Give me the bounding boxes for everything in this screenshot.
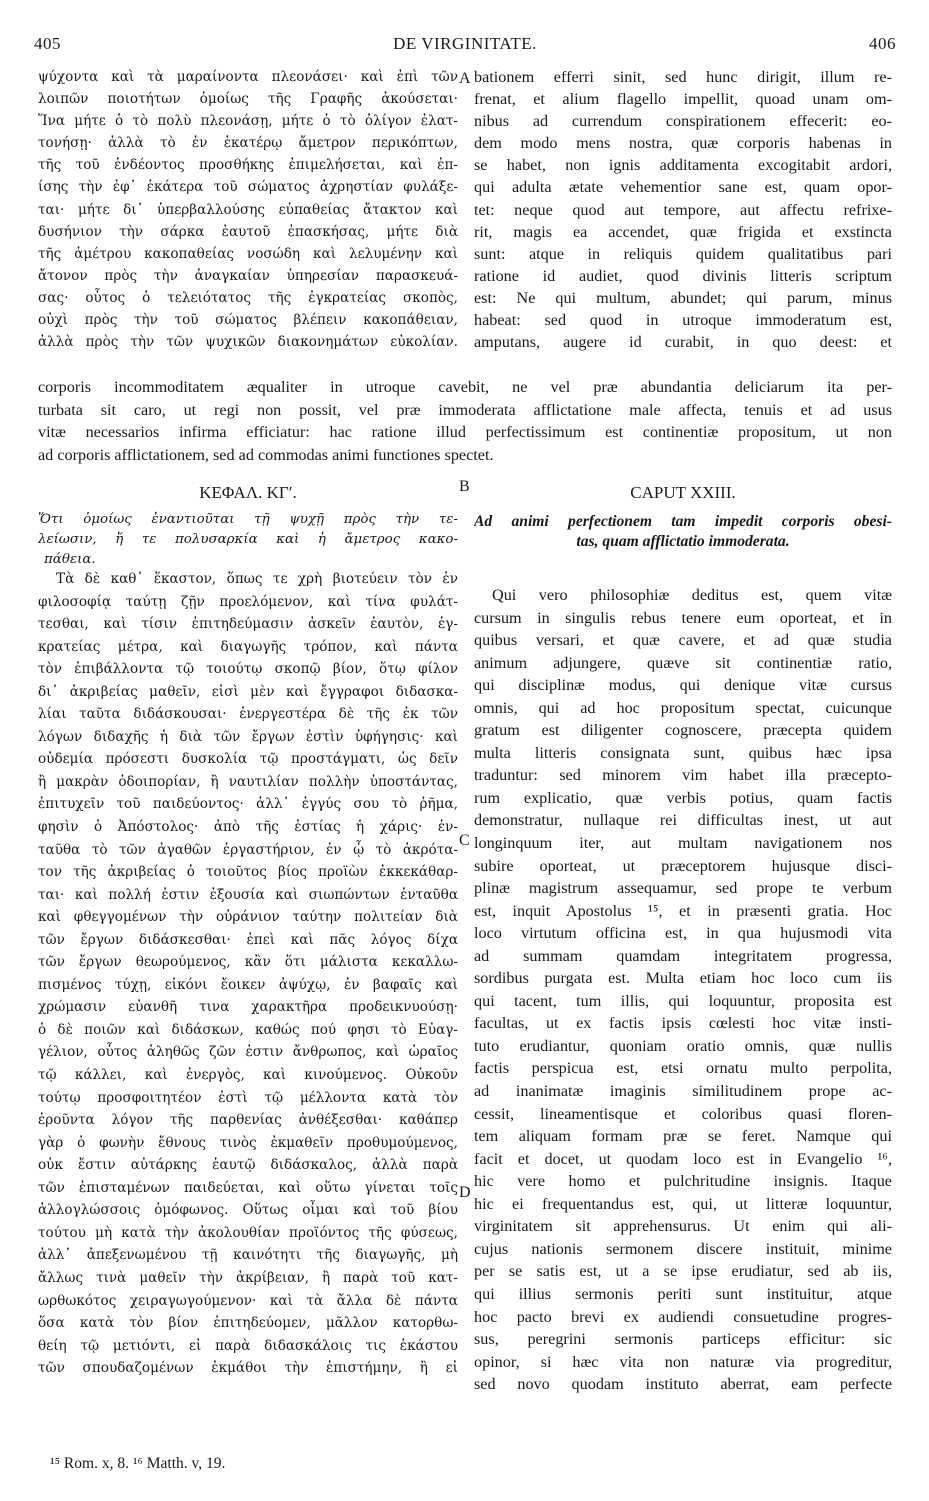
text-line: virginitatem sit apprehensurus. Ut enim qui ali- — [474, 1217, 892, 1236]
latin-chapter-summary — [474, 512, 892, 552]
text-line: longinquum iter, aut multam navigationem nos — [474, 834, 892, 853]
text-line: κρατείας μέτρα, καὶ διαγωγῆς τρόπον, καὶ πάντα — [38, 638, 458, 655]
text-line: τὸν ἐπιβάλλοντα τῷ τοιούτῳ σκοπῷ βίον, ὅτῳ φίλον — [38, 661, 458, 678]
text-line: τῶν ἐπισταμένων παιδεύεται, καὶ οὕτω γίνεται τοῖς — [38, 1179, 458, 1196]
text-line: tet: neque quod aut tempore, aut affectu refrixe- — [474, 200, 892, 219]
text-line: rum explicatio, quæ verbis potius, quam factis — [474, 788, 892, 807]
greek-chapter-summary — [38, 510, 458, 570]
text-line: qui adulta ætate vehementior sane est, quam opor- — [474, 178, 892, 197]
margin-marker-d: D — [459, 1184, 471, 1201]
latin-column-main — [474, 584, 892, 1396]
text-line: tuto erudiantur, quoniam oratio omnis, quæ nullis — [474, 1036, 892, 1055]
greek-column-top — [38, 66, 458, 353]
text-line: loco virtutum officina est, in qua hujusmodi vita — [474, 924, 892, 943]
text-line: ψύχοντα καὶ τὰ μαραίνοντα πλεονάσει· καὶ ἐπὶ τῶν — [38, 69, 458, 85]
page-number-right: 406 — [869, 34, 896, 53]
text-line: qui disciplinæ modus, qui denique vitæ cursus — [474, 676, 892, 695]
text-line: qui illius sermonis periti sunt instituitur, atque — [474, 1284, 892, 1303]
text-line: se habet, non ignis additamenta excogitabit ardori, — [474, 156, 892, 175]
text-line: plinæ magistrum assequamur, sed prope te verbum — [474, 879, 892, 898]
text-line: rit, magis ea accendet, quæ frigida et exstincta — [474, 222, 892, 241]
text-line: ίσης τὴν ἐφ᾽ ἑκάτερα τοῦ σώματος ἀχρηστίαν φυλάξε- — [38, 179, 458, 196]
text-line: hic ei frequentandus est, qui, ut litteræ loquuntur, — [474, 1194, 892, 1213]
text-line: ται· μήτε δι᾽ ὑπερβαλλούσης εὐπαθείας ἄτακτον καὶ — [38, 201, 458, 218]
text-line: τεσθαι, καὶ τίσιν ἐπιτηδεύμασιν ἀσκεῖν ἑαυτὸν, ἐγ- — [38, 616, 458, 633]
text-line: τούτῳ προσφοιτητέον ἐστὶ τῷ μέλλοντα κατὰ τὸν — [38, 1089, 458, 1106]
text-line: ἄλλως τινὰ μαθεῖν τὴν ἀκρίβειαν, ἢ παρὰ τοῦ κατ- — [38, 1269, 458, 1286]
text-line: bationem efferri sinit, sed hunc dirigit, illum re- — [474, 68, 892, 86]
text-line: τον τῆς ἀκριβείας ὁ τοιοῦτος βίος προϊὼν ἐκκεκάθαρ- — [38, 864, 458, 881]
text-line: γέλιον, οὗτος ἀληθῶς ζῶν ἐστιν ἄνθρωπος, καὶ ὡραῖος — [38, 1044, 458, 1061]
page-header — [34, 34, 896, 60]
text-line: gratum est diligenter cognoscere, præcepta quidem — [474, 721, 892, 740]
text-line: frenat, et alium flagello impellit, quoad unam om- — [474, 90, 892, 109]
text-line: ἄτονον πρὸς τὴν ἀναγκαίαν ὑπηρεσίαν παρασκευά- — [38, 267, 458, 284]
text-line: facultas, ut ex factis ipsis cœlesti hoc vitæ insti- — [474, 1014, 892, 1033]
text-line: γὰρ ὁ φωνὴν ἔθνους τινὸς ἐκμαθεῖν προθυμούμενος, — [38, 1134, 458, 1151]
text-line: τῶν ἔργων διδάσκεσθαι· ἐπεὶ καὶ πᾶς λόγος δίχα — [38, 931, 458, 948]
greek-column-main — [38, 568, 458, 1380]
text-line: πισμένος τύχῃ, εἰκόνι ἔοικεν ἀψύχῳ, ἐν βαφαῖς καὶ — [38, 976, 458, 993]
text-line: ταῦθα τὸ τῶν ἀγαθῶν ἐργαστήριον, ἐν ᾧ τὸ ἀκρότα- — [38, 841, 458, 858]
text-line: ratione id audiet, quod divinis litteris scriptum — [474, 266, 892, 285]
text-line: est: Ne qui multum, abundet; qui parum, minus — [474, 288, 892, 307]
text-line: quibus versari, et quæ cavere, et ad quæ studia — [474, 631, 892, 650]
text-line: dem modo mens nostra, quæ corporis habenas in — [474, 134, 892, 153]
text-line: tem aliquam formam præ se feret. Namque qui — [474, 1127, 892, 1146]
text-line: sus, peregrini sermonis particeps efficitur: sic — [474, 1330, 892, 1349]
text-line: φιλοσοφίᾳ ταύτῃ ζῇν προελόμενον, καὶ τίνα φυλάτ- — [38, 593, 458, 610]
text-line: nibus ad currendum conspirationem effecerit: eo- — [474, 112, 892, 131]
text-line: φησὶν ὁ Ἀπόστολος· ἀπὸ τῆς ἑστίας ἡ χάρις· ἐν- — [38, 819, 458, 836]
text-line: ἀλλ᾽ ἀπεξενωμένου τῇ καινότητι τῆς διαγωγῆς, μὴ — [38, 1247, 458, 1264]
text-line: Τὰ δὲ καθ᾽ ἕκαστον, ὅπως τε χρὴ βιοτεύειν τὸν ἐν — [56, 571, 458, 587]
text-line: Qui vero philosophiæ deditus est, quem vitæ — [492, 586, 892, 604]
text-line: cujus nationis sermonem discere instituit, minime — [474, 1239, 892, 1258]
text-line: θείη τῷ μετιόντι, εἰ παρὰ διδασκάλοις τις ἑκάστου — [38, 1337, 458, 1354]
text-line: habeat: sed quod in utroque immoderatum est, — [474, 311, 892, 330]
text-line: δι᾽ ἀκριβείας μαθεῖν, εἰσὶ μὲν καὶ ἔγγραφοι διδασκα- — [38, 683, 458, 700]
text-line: subire oporteat, ut præceptorem hujusque disci- — [474, 856, 892, 875]
text-line: λίαι ταῦτα διδάσκουσαι· ἐνεργεστέρα δὲ τῆς ἐκ τῶν — [38, 706, 458, 723]
text-line: λοιπῶν ποιοτήτων ὁμοίως τῆς Γραφῆς ἀκούσεται· — [38, 91, 458, 108]
margin-marker-b: B — [459, 478, 470, 495]
margin-marker-a: A — [459, 70, 471, 87]
greek-chapter-heading: ΚΕΦΑΛ. ΚΓʹ. — [199, 483, 297, 502]
latin-chapter-heading: CAPUT XXIII. — [630, 483, 736, 502]
text-line: τονήσῃ· ἀλλὰ τὸ ἐν ἑκατέρῳ ἄμετρον περικόπτων, — [38, 135, 458, 152]
text-line: ad corporis afflictationem, sed ad commodas animi functiones spectet. — [38, 445, 494, 464]
text-line: οὐχὶ πρὸς τὴν τοῦ σώματος βλέπειν κακοπάθειαν, — [38, 312, 458, 329]
text-line: λείωσιν, ἥ τε πολυσαρκία καὶ ἡ ἄμετρος κακο- — [38, 532, 458, 547]
text-line: traduntur: sed minorem vim habet illa præcepto- — [474, 766, 892, 785]
text-line: ἐπιτυχεῖν τοῦ παιδεύοντος· ἀλλ᾽ ἐγγύς σου τὸ ῥῆμα, — [38, 796, 458, 813]
text-line: ἀλλογλώσσοις ὁμόφωνος. Οὕτως οἶμαι καὶ τοῦ βίου — [38, 1202, 458, 1219]
text-line: οὐδεμία πρόσεστι δυσκολία τῷ προστάγματι, ὡς δεῖν — [38, 751, 458, 768]
text-line: τῆς τοῦ ἐνδέοντος προσθήκης ἐπιμελήσεται, καὶ ἐπ- — [38, 157, 458, 174]
text-line: ωρθωκότος χειραγωγούμενον· καὶ τὰ ἄλλα δὲ πάντα — [38, 1292, 458, 1309]
text-line: λόγων διδαχῆς ἡ διὰ τῶν ἔργων ἐστὶν ὑφήγησις· καὶ — [38, 728, 458, 745]
text-line: οὐκ ἔστιν αὐτάρκης ἑαυτῷ διδάσκαλος, ἀλλὰ παρὰ — [38, 1157, 458, 1174]
text-line: ται· καὶ πολλή ἐστιν ἐξουσία καὶ σιωπώντων ἐνταῦθα — [38, 886, 458, 903]
text-line: demonstratur, nullaque rei difficultas inest, ut aut — [474, 811, 892, 830]
text-line: turbata sit caro, ut regi non possit, vel præ immoderata afflictatione male affecta, tenuis et ad usus — [38, 400, 892, 419]
text-line: hoc pacto brevi ex audiendi consuetudine progres- — [474, 1307, 892, 1326]
text-line: qui tacent, tum illis, qui loquuntur, proposita est — [474, 991, 892, 1010]
text-line: δυσήνιον τὴν σάρκα ἑαυτοῦ ἐπασκήσας, μήτε διὰ — [38, 223, 458, 240]
text-line: corporis incommoditatem æqualiter in utroque cavebit, ne vel præ abundantia deliciarum ita per- — [38, 378, 892, 396]
text-line: σας· οὗτος ὁ τελειότατος τῆς ἐγκρατείας σκοπὸς, — [38, 289, 458, 306]
latin-column-top — [474, 66, 892, 353]
text-line: τῶν ἔργων θεωρούμενος, κἂν ὅτι μάλιστα κεκαλλω- — [38, 954, 458, 971]
text-line: factis perspicua est, etsi ornatu multo perpolita, — [474, 1059, 892, 1078]
text-line: καὶ φθεγγομένων τὴν οὐράνιον ταύτην πολιτείαν διὰ — [38, 909, 458, 926]
text-line: πάθεια. — [44, 552, 96, 567]
text-line: ἐροῦντα λόγον τῆς παρθενίας ἀνθέξεσθαι· καθάπερ — [38, 1112, 458, 1129]
text-line: omnis, qui ad hoc propositum spectat, cuicunque — [474, 698, 892, 717]
footnotes: ¹⁵ Rom. x, 8. ¹⁶ Matth. v, 19. — [50, 1455, 226, 1472]
text-line: per se satis est, ut a se ipse erudiatur, sed ab iis, — [474, 1262, 892, 1281]
text-line: tas, quam afflictatio immoderata. — [576, 533, 790, 550]
text-line: τῆς ἀμέτρου κακοπαθείας νοσώδη καὶ λελυμένην καὶ — [38, 245, 458, 262]
latin-full-width-passage — [38, 376, 892, 466]
text-line: amputans, augere id curabit, in quo deest: et — [474, 333, 892, 352]
text-line: sunt: atque in reliquis quidem qualitatibus pari — [474, 244, 892, 263]
text-line: ἀλλὰ πρὸς τὴν τῶν ψυχικῶν διακονημάτων εὐκολίαν. — [38, 334, 458, 351]
page-number-left: 405 — [34, 34, 61, 53]
text-line: τούτου μὴ κατὰ τὴν ἀκολουθίαν προϊόντος τῆς φύσεως, — [38, 1224, 458, 1241]
text-line: sed novo quodam instituto aberrat, eam perfecte — [474, 1375, 892, 1394]
text-line: τῷ κάλλει, καὶ ἐνεργὸς, καὶ κινούμενος. Οὐκοῦν — [38, 1067, 458, 1084]
text-line: χρώμασιν εὐανθῆ τινα χαρακτῆρα προδεικνυούσῃ· — [38, 999, 458, 1016]
text-line: facit et docet, ut quodam loco est in Evangelio ¹⁶, — [474, 1149, 892, 1168]
text-line: hic vere homo et pulchritudine insignis. Itaque — [474, 1172, 892, 1191]
text-line: ad summam quamdam integritatem progressa, — [474, 946, 892, 965]
text-line: τῶν σπουδαζομένων ἐκμάθοι τὴν ἐπιστήμην, ἢ εἰ — [38, 1360, 458, 1377]
text-line: opinor, si hæc vita non naturæ via progreditur, — [474, 1352, 892, 1371]
margin-marker-c: C — [459, 832, 470, 849]
text-line: est, inquit Apostolus ¹⁵, et in præsenti gratia. Hoc — [474, 901, 892, 920]
text-line: Ἵνα μήτε ὁ τὸ πολὺ πλεονάσῃ, μήτε ὁ τὸ ὀλίγον ἐλατ- — [38, 113, 458, 130]
text-line: vitæ necessarios infirma efficiatur: hac ratione illud perfectissimum est continentiæ propositum, ut non — [38, 423, 892, 442]
text-line: Ὅτι ὁμοίως ἐναντιοῦται τῇ ψυχῇ πρὸς τὴν τε- — [38, 512, 458, 527]
text-line: ὁ δὲ ποιῶν καὶ διδάσκων, καθώς πού φησι τὸ Εὐαγ- — [38, 1021, 458, 1038]
text-line: Ad animi perfectionem tam impedit corporis obesi- — [474, 513, 892, 530]
text-line: cessit, lineamentisque et coloribus quasi floren- — [474, 1104, 892, 1123]
text-line: ὅσα κατὰ τὸν βίον ἐπιτηδεύομεν, μᾶλλον κατορθω- — [38, 1315, 458, 1332]
text-line: sordibus purgata est. Multa etiam hoc loco cum iis — [474, 969, 892, 988]
text-line: ad inanimatæ imaginis similitudinem prope ac- — [474, 1082, 892, 1101]
text-line: multa litteris consignata sunt, quibus hæc ipsa — [474, 743, 892, 762]
text-line: ἢ μακρὰν ὁδοιπορίαν, ἢ ναυτιλίαν πολλὴν ὑποστάντας, — [38, 773, 458, 790]
running-title: DE VIRGINITATE. — [393, 34, 537, 53]
text-line: cursum in singulis rebus tenere eum oporteat, et in — [474, 608, 892, 627]
text-line: animum adjungere, quæve sit continentiæ ratio, — [474, 653, 892, 672]
